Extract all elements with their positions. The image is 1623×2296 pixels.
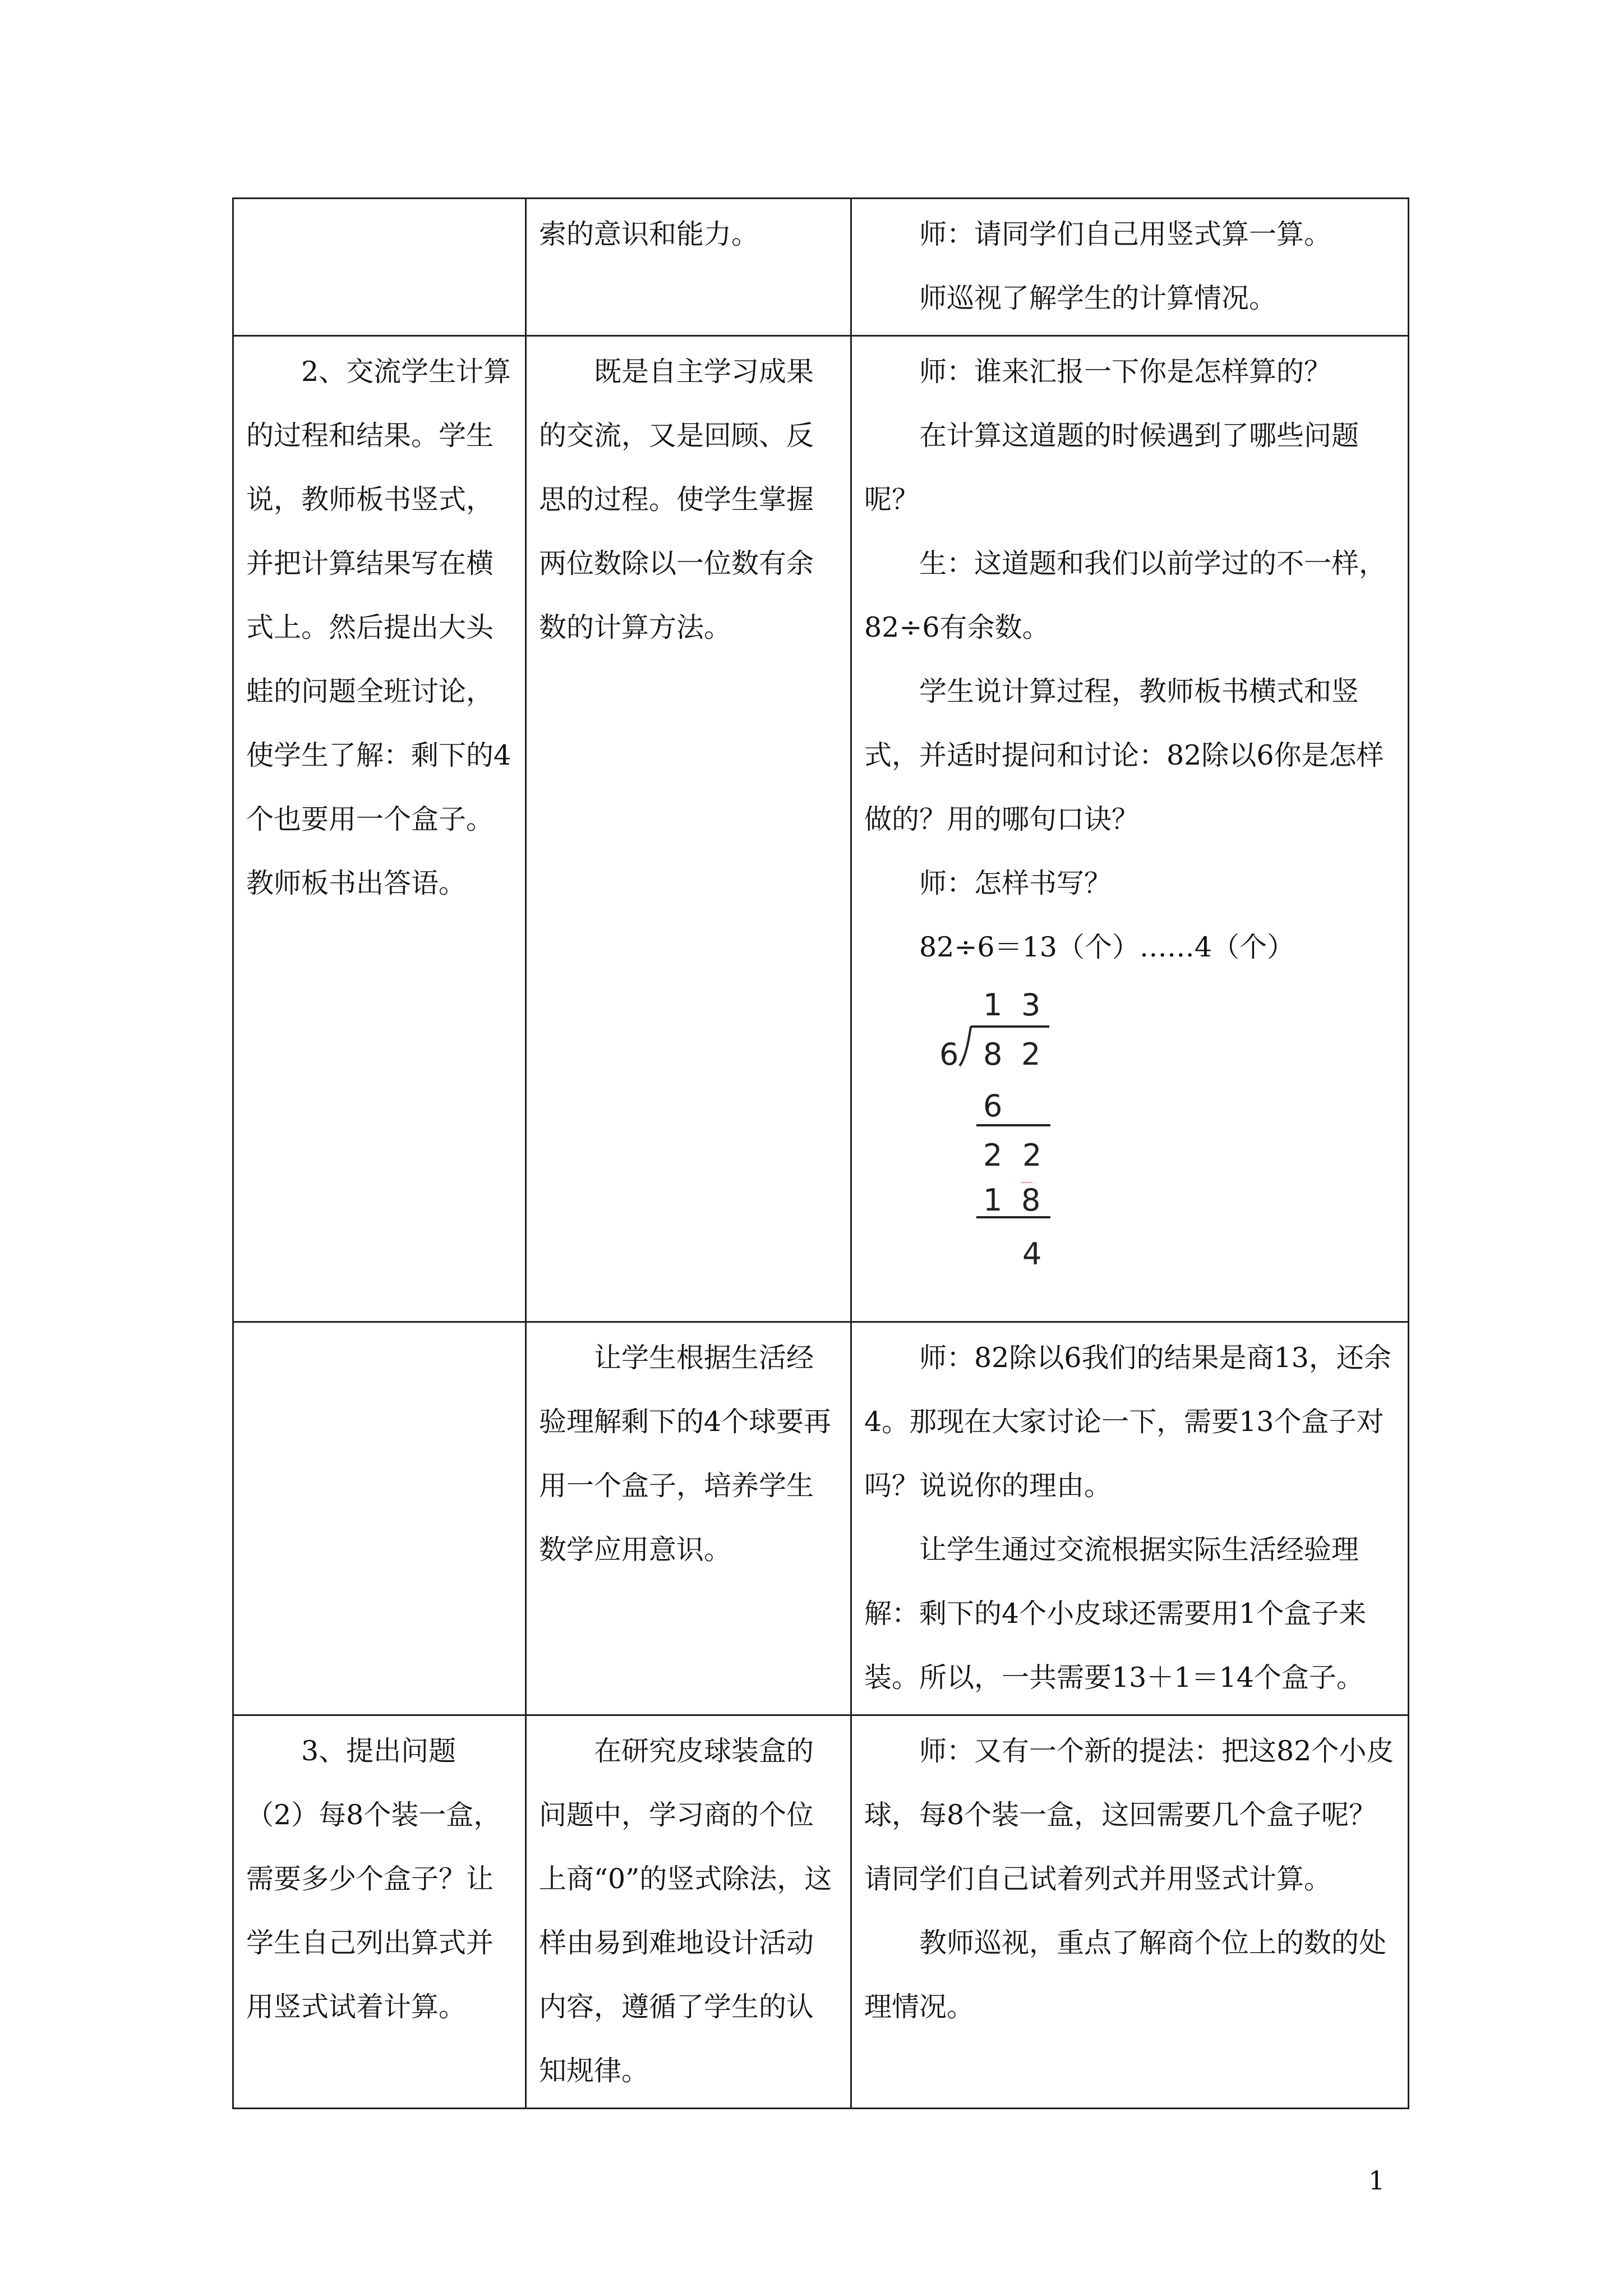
activity-line: 师：请同学们自己用竖式算一算。 xyxy=(919,218,1332,250)
cell-activity xyxy=(851,1715,1409,2109)
step-digit: 1 xyxy=(983,1182,1003,1218)
cell-activity xyxy=(851,199,1409,336)
activity-line: 教师巡视，重点了解商个位上的数的处理情况。 xyxy=(864,1927,1387,2023)
quotient-digit: 3 xyxy=(1021,987,1041,1023)
cell-process xyxy=(233,336,526,1322)
activity-line: 师：怎样书写？ xyxy=(919,867,1112,899)
step-digit: 8 xyxy=(1021,1182,1041,1218)
quotient-digit: 1 xyxy=(983,987,1003,1023)
activity-line: 师巡视了解学生的计算情况。 xyxy=(919,282,1277,314)
cell-process xyxy=(233,1715,526,2109)
intent-text: 在研究皮球装盒的问题中，学习商的个位上商“0”的竖式除法，这样由易到难地设计活动内容，遵循了学生的认知规律。 xyxy=(539,1735,832,2087)
spellcheck-squiggle: ﹏ xyxy=(1021,1171,1032,1185)
activity-line: 让学生通过交流根据实际生活经验理解：剩下的4个小皮球还需要用1个盒子来装。所以，一共需要13＋1＝14个盒子。 xyxy=(864,1534,1367,1694)
dividend-digit: 8 xyxy=(983,1037,1003,1072)
cell-activity xyxy=(851,336,1409,1322)
step-digit: 6 xyxy=(983,1088,1003,1124)
lesson-plan-table xyxy=(232,197,1409,2109)
process-text: 3、提出问题（2）每8个装一盒，需要多少个盒子？让学生自己列出算式并用竖式试着计算。 xyxy=(246,1735,501,2023)
table-row xyxy=(233,1715,1409,2109)
step-digit: 2 xyxy=(983,1138,1003,1173)
intent-text: 既是自主学习成果的交流，又是回顾、反思的过程。使学生掌握两位数除以一位数有余数的计算方法。 xyxy=(539,356,814,643)
cell-intent xyxy=(526,336,851,1322)
cell-process xyxy=(233,1322,526,1715)
equation-line: 82÷6＝13（个）……4（个） xyxy=(919,931,1295,963)
table-row xyxy=(233,336,1409,1322)
cell-intent xyxy=(526,199,851,336)
cell-process xyxy=(233,199,526,336)
step-digit: 2 xyxy=(1022,1138,1042,1173)
long-division xyxy=(932,982,1100,1296)
remainder-digit: 4 xyxy=(1022,1236,1042,1272)
cell-intent xyxy=(526,1322,851,1715)
dividend-digit: 2 xyxy=(1021,1037,1041,1072)
activity-line: 师：又有一个新的提法：把这82个小皮球，每8个装一盒，这回需要几个盒子呢？请同学们自己试着列式并用竖式计算。 xyxy=(864,1735,1394,1895)
activity-line: 生：这道题和我们以前学过的不一样，82÷6有余数。 xyxy=(864,547,1387,643)
table-row xyxy=(233,199,1409,336)
cell-activity xyxy=(851,1322,1409,1715)
activity-line: 学生说计算过程，教师板书横式和竖式，并适时提问和讨论：82除以6你是怎样做的？用的哪句口诀？ xyxy=(864,675,1384,835)
intent-text: 让学生根据生活经验理解剩下的4个球要再用一个盒子，培养学生数学应用意识。 xyxy=(539,1342,832,1566)
intent-text: 索的意识和能力。 xyxy=(539,218,759,250)
activity-line: 师：82除以6我们的结果是商13，还余4。那现在大家讨论一下，需要13个盒子对吗？说说你的理由。 xyxy=(864,1342,1391,1502)
long-division-lines xyxy=(932,982,1100,1296)
cell-intent xyxy=(526,1715,851,2109)
activity-line: 在计算这道题的时候遇到了哪些问题呢？ xyxy=(864,420,1359,516)
activity-line: 师：谁来汇报一下你是怎样算的？ xyxy=(919,356,1332,388)
page-number: 1 xyxy=(1368,2165,1385,2196)
divisor: 6 xyxy=(939,1037,959,1072)
process-text: 2、交流学生计算的过程和结果。学生说，教师板书竖式，并把计算结果写在横式上。然后提出大头蛙的问题全班讨论，使学生了解：剩下的4个也要用一个盒子。教师板书出答语。 xyxy=(246,356,511,899)
table-row xyxy=(233,1322,1409,1715)
